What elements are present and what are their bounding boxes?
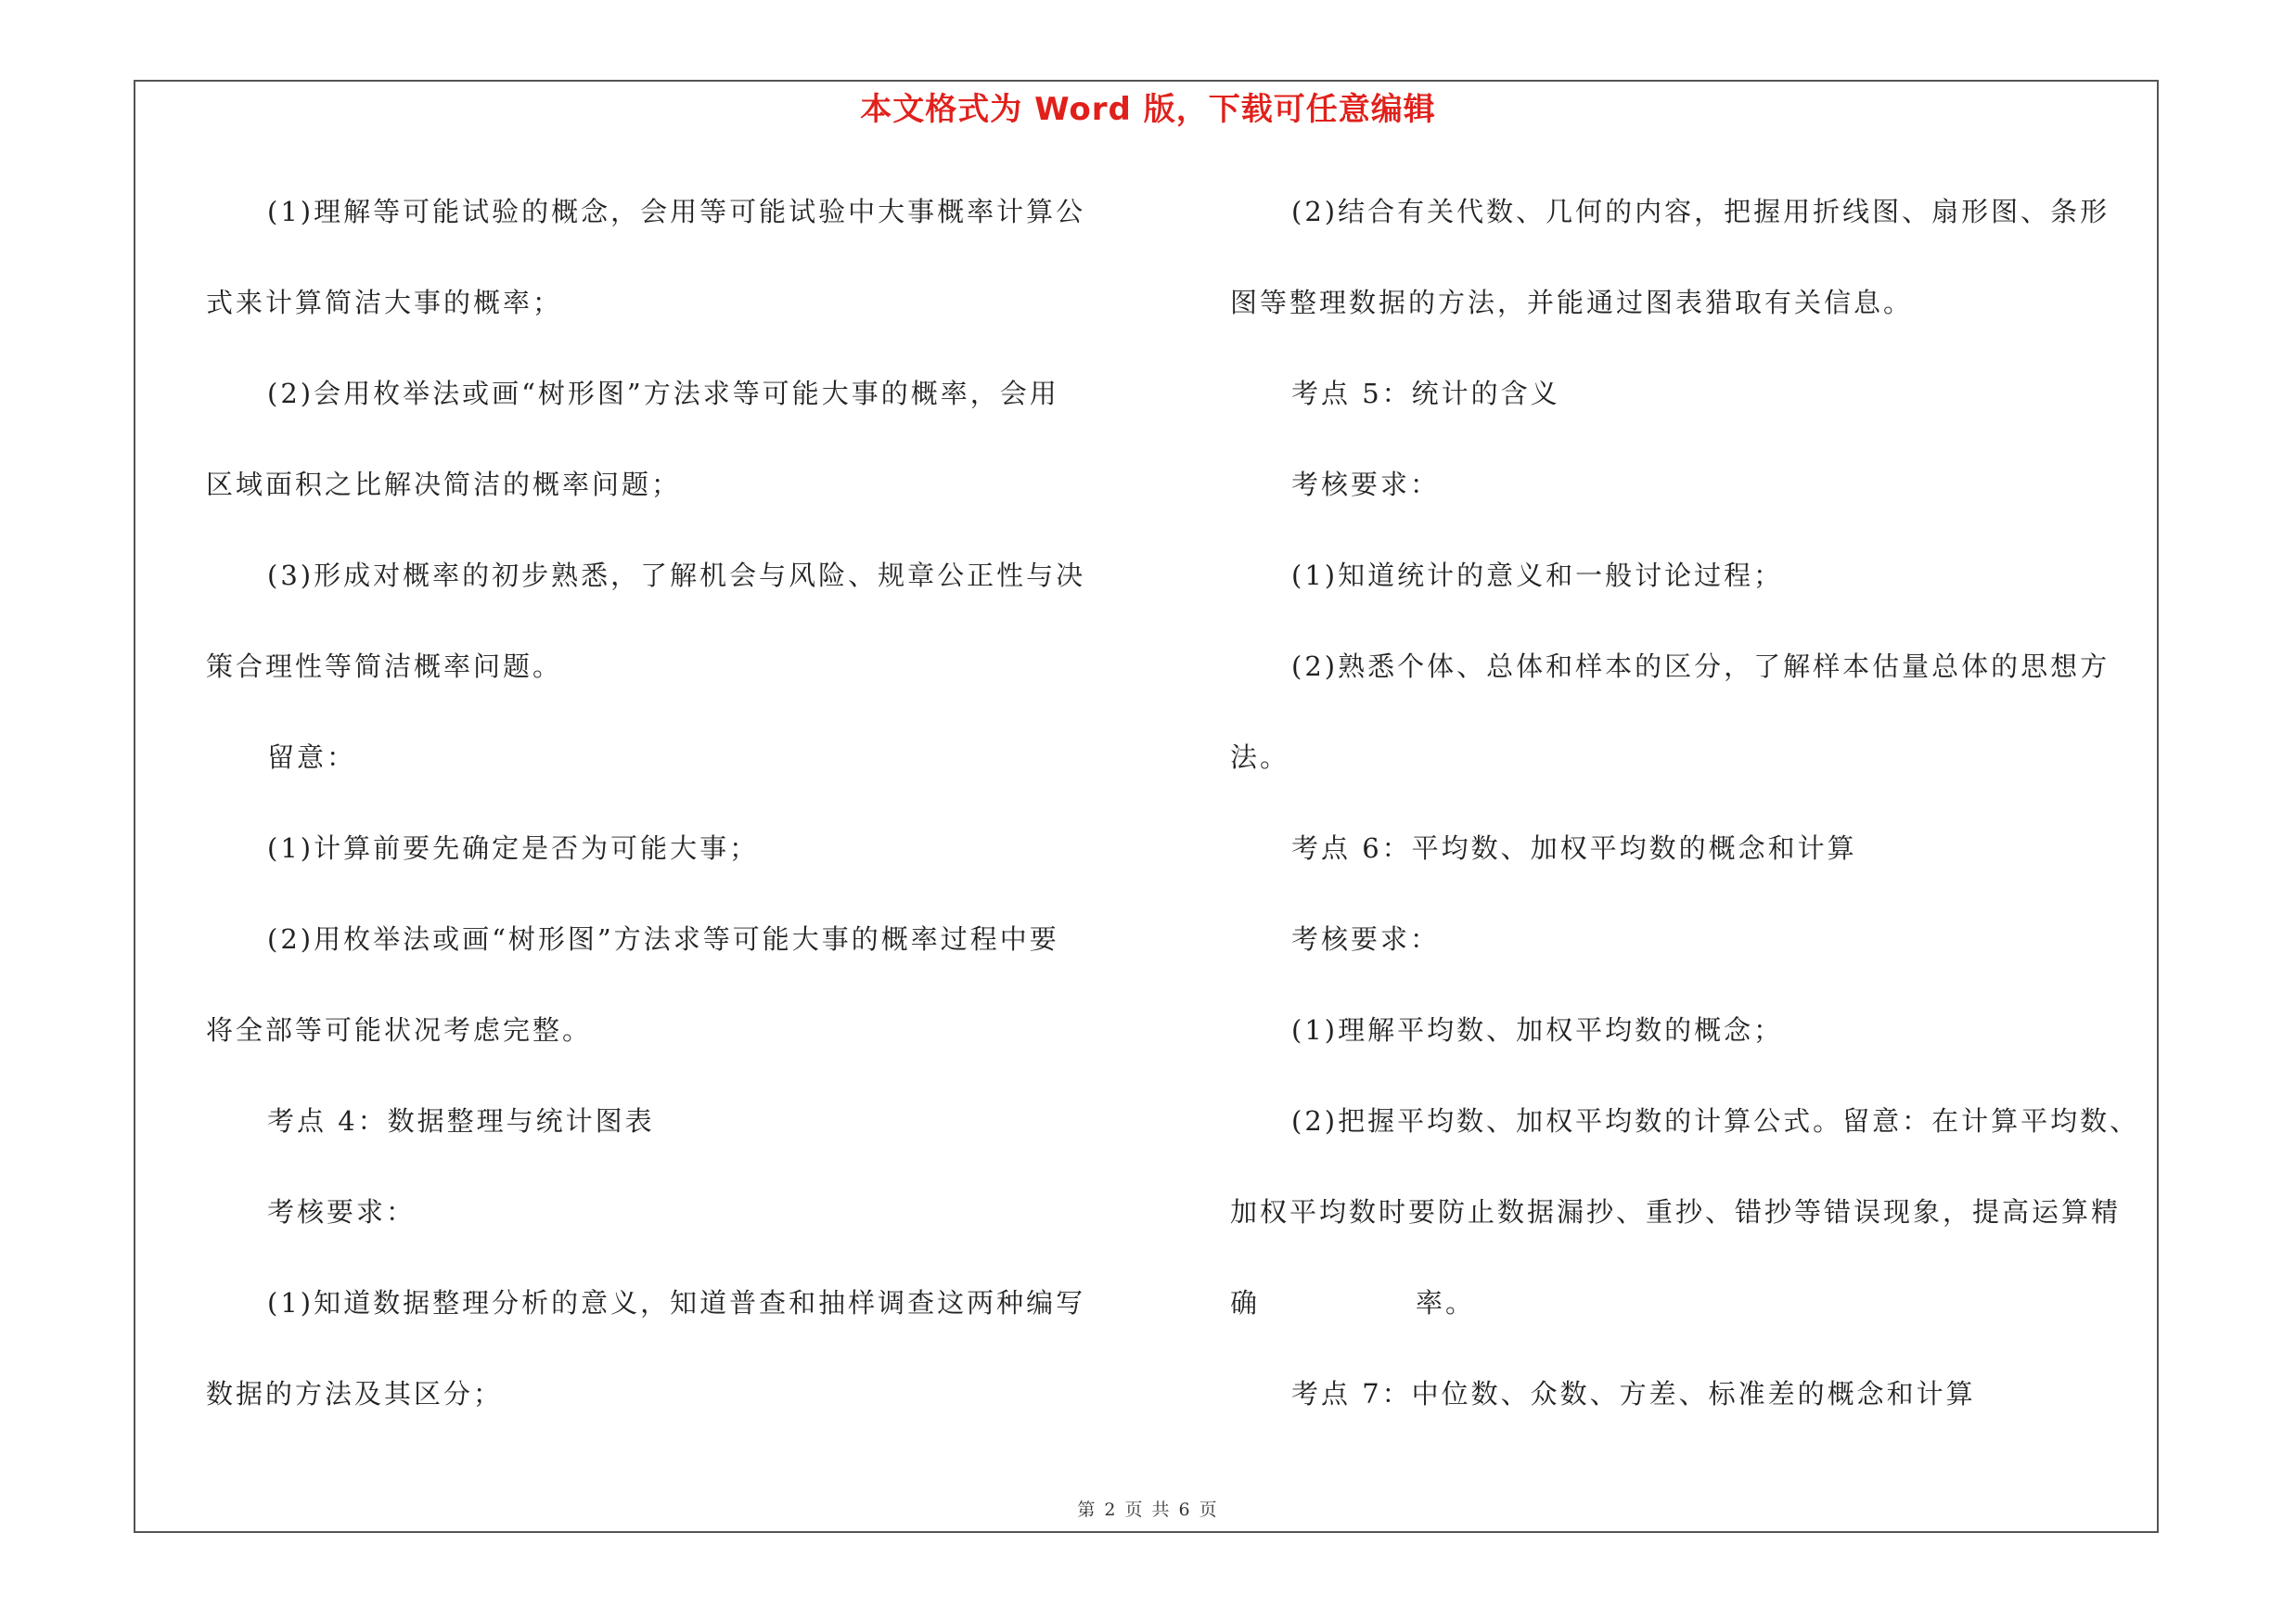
text-line: 区域面积之比解决简洁的概率问题； [206,469,682,500]
text-line: (2)熟悉个体、总体和样本的区分，了解样本估量总体的思想方 [1291,650,2110,682]
requirements-heading: 考核要求： [1291,923,1441,955]
text-line: (1)知道数据整理分析的意义，知道普查和抽样调查这两种编写 [267,1287,1086,1319]
requirements-heading: 考核要求： [267,1196,417,1228]
text-line: 将全部等可能状况考虑完整。 [206,1014,593,1046]
text-line: 加权平均数时要防止数据漏抄、重抄、错抄等错误现象，提高运算精 [1230,1196,2122,1228]
text-line: (1)理解平均数、加权平均数的概念； [1291,1014,1784,1046]
split-text-line [1230,1273,2144,1364]
text-line: 策合理性等简洁概率问题。 [206,650,563,682]
page-number: 第 2 页 共 6 页 [1077,1500,1219,1520]
section-heading: 考点 6：平均数、加权平均数的概念和计算 [1291,832,1857,864]
split-text-left: 确 [1230,1287,1261,1319]
requirements-heading: 考核要求： [1291,469,1441,500]
right-column [1230,182,2144,1455]
document-banner: 本文格式为 Word 版，下载可任意编辑 [860,91,1436,128]
text-line: 图等整理数据的方法，并能通过图表猎取有关信息。 [1230,287,1914,318]
text-line: (2)用枚举法或画“树形图”方法求等可能大事的概率过程中要 [267,923,1059,955]
note-heading: 留意： [267,741,357,773]
text-line: (2)会用枚举法或画“树形图”方法求等可能大事的概率，会用 [267,378,1059,409]
text-line: (1)知道统计的意义和一般讨论过程； [1291,560,1784,591]
text-line: (1)计算前要先确定是否为可能大事； [267,832,760,864]
text-line: (2)把握平均数、加权平均数的计算公式。留意：在计算平均数、 [1291,1105,2140,1137]
text-line: (2)结合有关代数、几何的内容，把握用折线图、扇形图、条形 [1291,196,2110,227]
left-column [206,182,1120,1455]
section-heading: 考点 5：统计的含义 [1291,378,1560,409]
text-line: (1)理解等可能试验的概念，会用等可能试验中大事概率计算公 [267,196,1086,227]
split-text-right: 率。 [1416,1287,1476,1319]
section-heading: 考点 7：中位数、众数、方差、标准差的概念和计算 [1291,1378,1976,1410]
section-heading: 考点 4：数据整理与统计图表 [267,1105,655,1137]
text-line: 数据的方法及其区分； [206,1378,504,1410]
text-line: 法。 [1230,741,1290,773]
text-line: 式来计算简洁大事的概率； [206,287,563,318]
text-line: (3)形成对概率的初步熟悉，了解机会与风险、规章公正性与决 [267,560,1086,591]
